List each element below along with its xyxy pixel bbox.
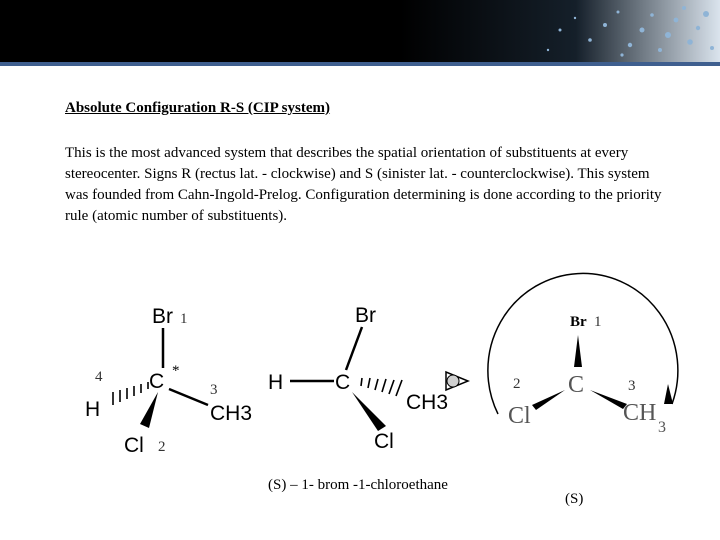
atom-br: Br: [152, 305, 173, 328]
atom-c: C: [335, 371, 351, 394]
priority-4: 4: [95, 369, 103, 385]
wedge-bond-ch3: [590, 390, 627, 409]
priority-3: 3: [210, 382, 218, 398]
atom-c: C: [568, 372, 585, 398]
atom-c: C: [149, 370, 165, 393]
atom-cl: Cl: [508, 403, 531, 429]
wedge-bond-cl: [140, 392, 158, 428]
atom-br: Br: [570, 314, 587, 330]
molecule-2: [268, 304, 448, 493]
atom-cl: Cl: [374, 430, 394, 453]
stereocenter-star: *: [172, 363, 180, 379]
molecule-3-caption: (S): [565, 491, 584, 507]
wedge-bond-cl: [352, 392, 386, 431]
atom-h: H: [85, 398, 101, 421]
rotation-arrowhead: [664, 384, 673, 404]
atom-ch: CH: [623, 400, 657, 426]
priority-3: 3: [628, 378, 636, 394]
molecule-1: [85, 305, 252, 457]
molecule-2-caption: (S) – 1- brom -1-chloroethane: [268, 477, 448, 493]
priority-2: 2: [513, 376, 521, 392]
atom-br: Br: [355, 304, 376, 327]
priority-1: 1: [594, 314, 602, 330]
priority-1: 1: [180, 311, 188, 327]
molecule-3: [488, 273, 678, 507]
atom-cl: Cl: [124, 434, 144, 457]
atom-ch3: CH3: [210, 402, 253, 425]
atom-h: H: [268, 371, 284, 394]
priority-2: 2: [158, 439, 166, 455]
hashed-bond-ch3: [361, 378, 402, 396]
slide-title: Absolute Configuration R-S (CIP system): [65, 100, 331, 116]
eye-icon: [446, 372, 468, 390]
slide-description: This is the most advanced system that describes the spatial orientation of substituents at every stereocenter. Signs R (rectus lat. - clockwise) and S (sinister lat. - counterclockwise). This system was founded from Cahn-Ingold-Prelog. Configuration determining is done according to the priority rule (atomic number of substituents).: [65, 145, 662, 224]
hashed-bond-h: [113, 382, 148, 405]
atom-ch-subscript: 3: [658, 419, 666, 436]
wedge-bond-cl: [532, 390, 565, 410]
atom-ch3: CH3: [406, 391, 449, 414]
wedge-bond-br: [574, 335, 582, 367]
